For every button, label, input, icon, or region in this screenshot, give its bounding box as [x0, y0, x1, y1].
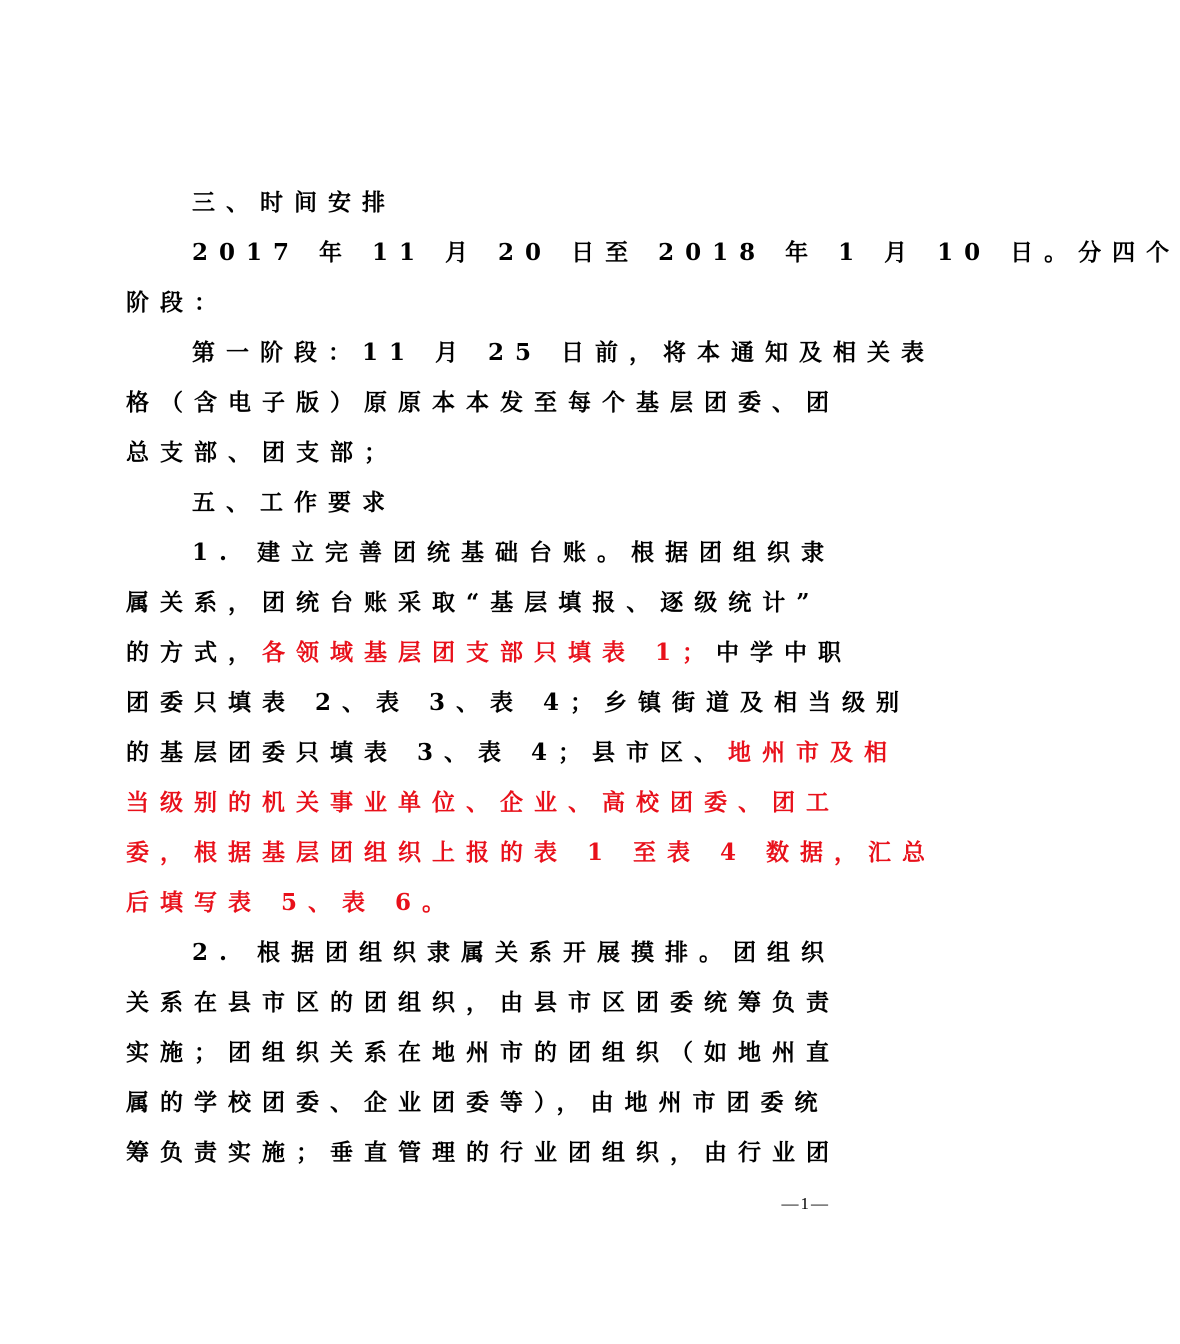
- paragraph-line: [126, 628, 853, 678]
- paragraph-line: 阶段：: [126, 289, 228, 316]
- text-run: 的基层团委只填表 3、表 4；县市区、: [126, 739, 729, 766]
- paragraph-line: 2017 年 11 月 20 日至 2018 年 1 月 10 日。分四个: [192, 239, 1180, 266]
- paragraph-line: 筹负责实施；垂直管理的行业团组织，由行业团: [126, 1139, 840, 1166]
- highlighted-text: 各领域基层团支部只填表 1；: [262, 639, 717, 666]
- paragraph-line: 属的学校团委、企业团委等），由地州市团委统: [126, 1089, 829, 1116]
- section-heading: 五、工作要求: [192, 489, 396, 516]
- paragraph-line: 关系在县市区的团组织，由县市区团委统筹负责: [126, 989, 840, 1016]
- highlighted-line: 当级别的机关事业单位、企业、高校团委、团工: [126, 789, 840, 816]
- paragraph-line: 总支部、团支部；: [126, 439, 398, 466]
- paragraph-line: 实施；团组织关系在地州市的团组织（如地州直: [126, 1039, 840, 1066]
- highlighted-line: 委，根据基层团组织上报的表 1 至表 4 数据，汇总: [126, 839, 937, 866]
- section-heading: 三、时间安排: [192, 189, 396, 216]
- highlighted-text: 地州市及相: [728, 739, 899, 766]
- paragraph-line: 2. 根据团组织隶属关系开展摸排。团组织: [192, 939, 836, 966]
- highlighted-line: 后填写表 5、表 6。: [126, 889, 457, 916]
- paragraph-line: 第一阶段：11 月 25 日前，将本通知及相关表: [192, 339, 936, 366]
- text-run: 的方式，: [126, 639, 262, 666]
- body-text: [126, 178, 1180, 1178]
- paragraph-line: 1. 建立完善团统基础台账。根据团组织隶: [192, 539, 836, 566]
- paragraph-line: [126, 728, 899, 778]
- paragraph-line: 团委只填表 2、表 3、表 4；乡镇街道及相当级别: [126, 689, 911, 716]
- paragraph-line: 属关系，团统台账采取“基层填报、逐级统计”: [126, 589, 821, 616]
- page-number: —1—: [781, 1194, 830, 1213]
- paragraph-line: 格（含电子版）原原本本发至每个基层团委、团: [126, 389, 840, 416]
- text-run: 中学中职: [716, 639, 853, 666]
